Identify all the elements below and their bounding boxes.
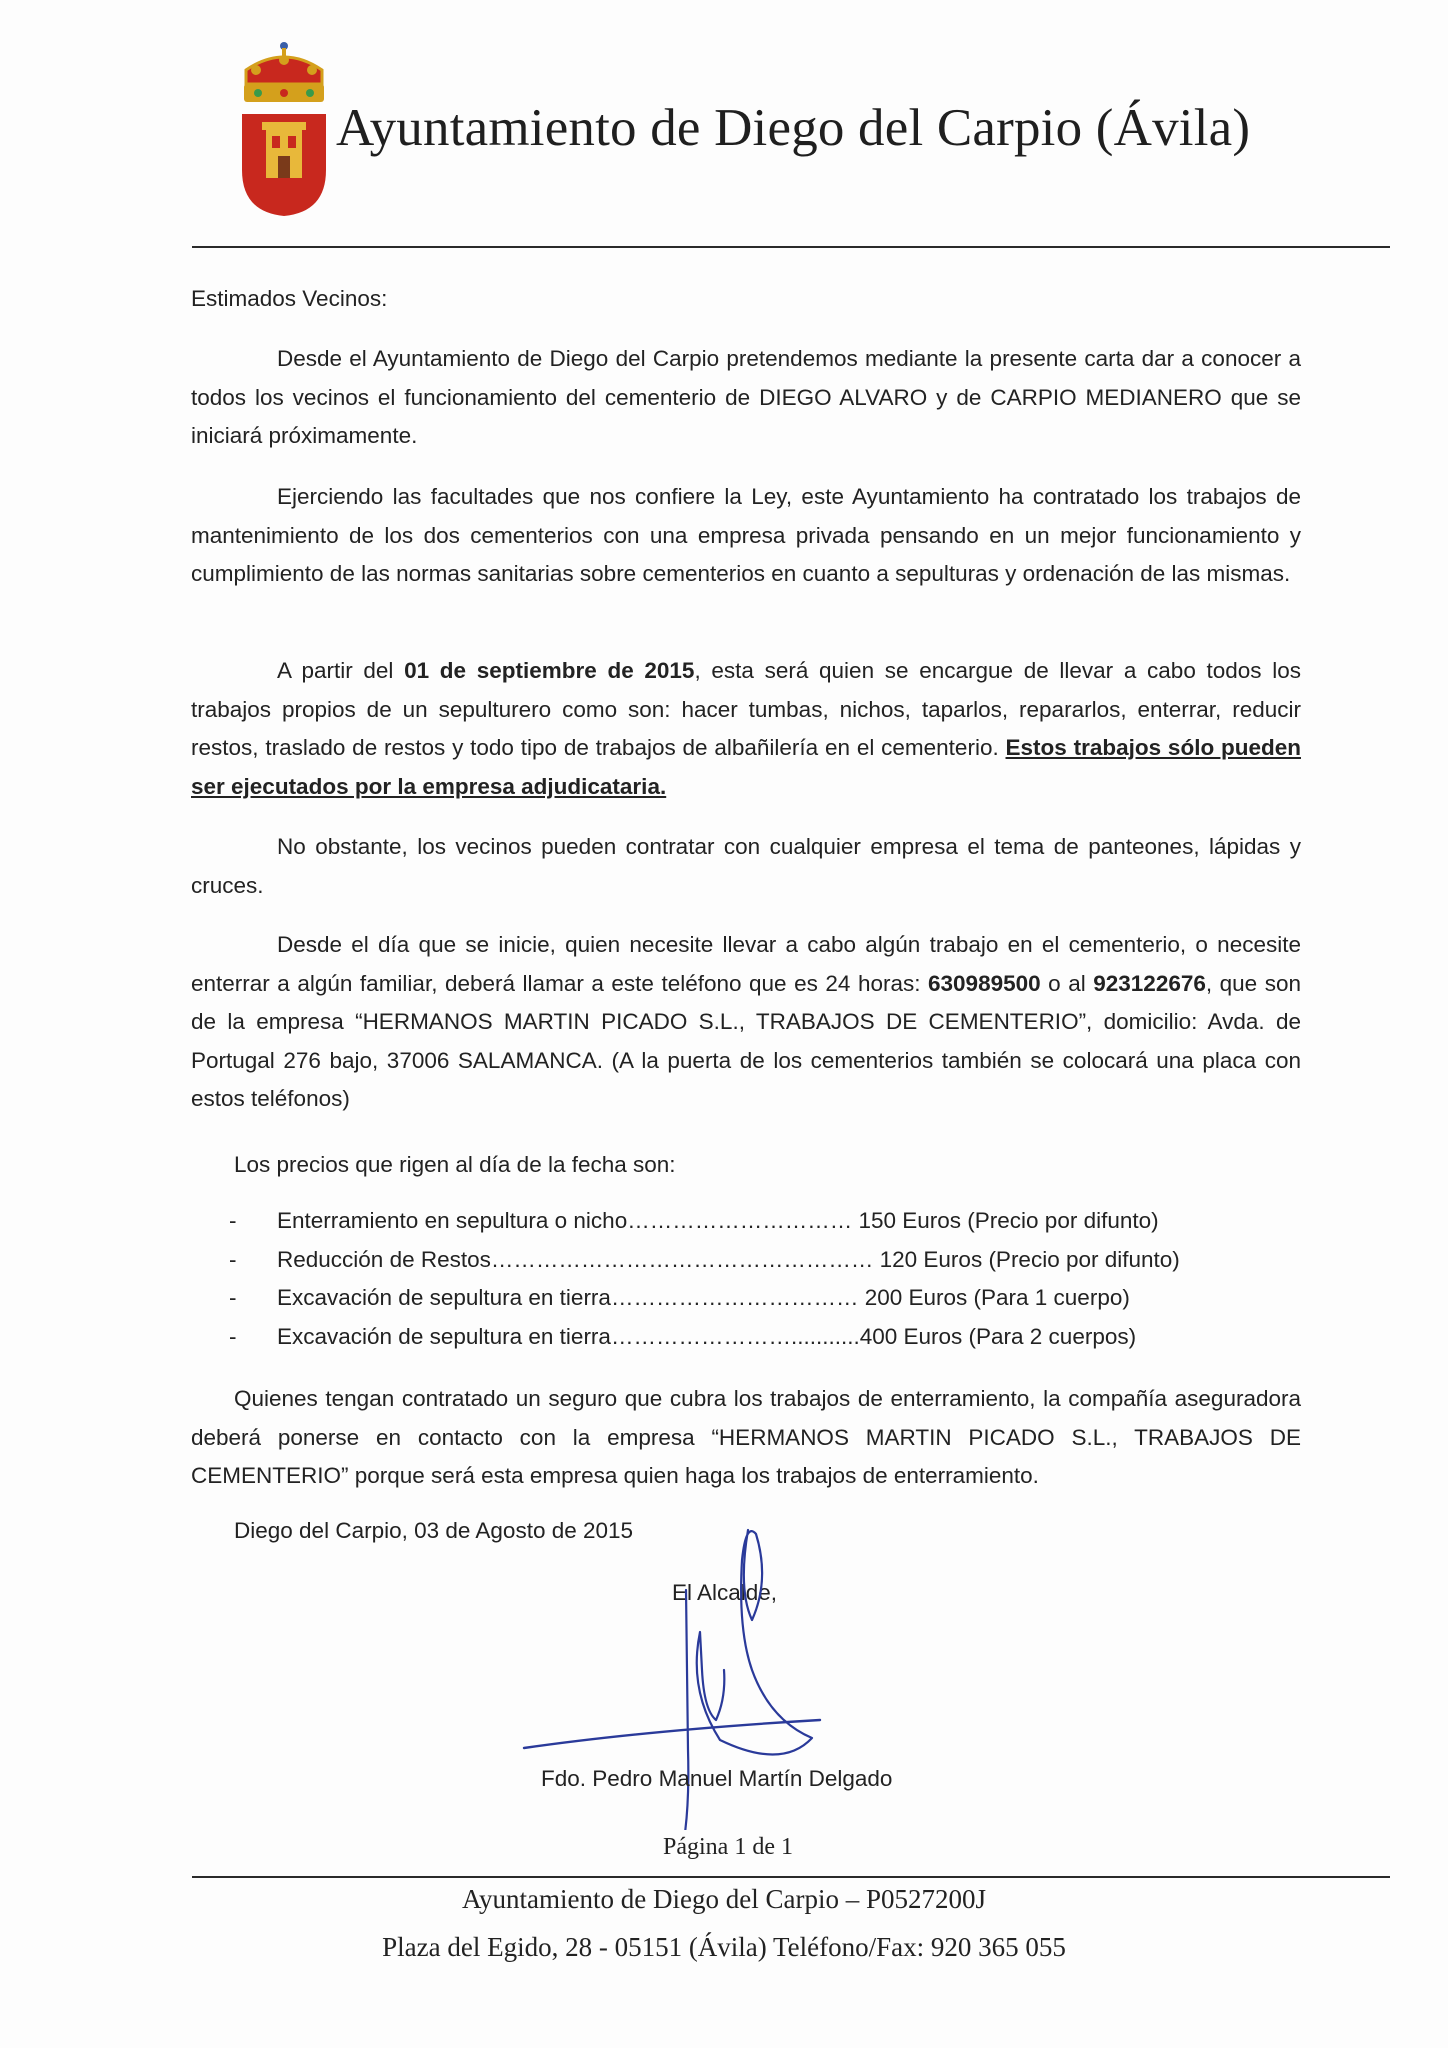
- paragraph-start-date: [191, 652, 1301, 806]
- price-item-text: Enterramiento en sepultura o nicho………………………… 150 Euros (Precio por difunto): [277, 1208, 1159, 1233]
- phone-number-2: 923122676: [1093, 970, 1206, 996]
- list-dash: -: [229, 1246, 237, 1272]
- list-dash: -: [229, 1323, 237, 1349]
- signatory-name: Fdo. Pedro Manuel Martín Delgado: [541, 1766, 893, 1791]
- paragraph-text: Desde el Ayuntamiento de Diego del Carpio pretendemos mediante la presente carta dar a conocer a todos los vecinos el funcionamiento del cementerio de DIEGO ALVARO y de CARPIO MEDIANERO que se iniciará próximamente.: [191, 346, 1301, 448]
- prices-intro-text: Los precios que rigen al día de la fecha son:: [234, 1152, 676, 1177]
- paragraph-text: Ejerciendo las facultades que nos confiere la Ley, este Ayuntamiento ha contratado los trabajos de mantenimiento de los dos cementerios con una empresa privada pensando en un mejor funcionamiento y cumplimiento de las normas sanitarias sobre cementerios en cuanto a sepulturas y ordenación de las mismas.: [191, 484, 1301, 586]
- header-divider: [192, 246, 1390, 248]
- mayor-title: El Alcalde,: [672, 1580, 778, 1605]
- paragraph-text: [191, 926, 1301, 1119]
- list-dash: -: [229, 1208, 237, 1233]
- price-item: [191, 1318, 1301, 1357]
- price-item: [191, 1241, 1301, 1280]
- greeting-text: Estimados Vecinos:: [191, 286, 388, 311]
- paragraph-text: No obstante, los vecinos pueden contratar con cualquier empresa el tema de panteones, lápidas y cruces.: [191, 834, 1301, 898]
- price-item-text: Excavación de sepultura en tierra…………………………… 200 Euros (Para 1 cuerpo): [277, 1285, 1130, 1310]
- municipality-title: Ayuntamiento de Diego del Carpio (Ávila): [336, 99, 1251, 157]
- paragraph-text: Quienes tengan contratado un seguro que cubra los trabajos de enterramiento, la compañía aseguradora deberá ponerse en contacto con la empresa “HERMANOS MARTIN PICADO S.L., TRABAJOS DE CEMENTERIO” porque será esta empresa quien haga los trabajos de enterramiento.: [191, 1386, 1301, 1488]
- exclusive-notice: Estos trabajos sólo pueden ser ejecutados por la empresa adjudicataria.: [191, 735, 1301, 799]
- page-number: Página 1 de 1: [663, 1834, 793, 1860]
- footer-address: Plaza del Egido, 28 - 05151 (Ávila) Teléfono/Fax: 920 365 055: [382, 1932, 1066, 1962]
- text-span: , esta será quien se encargue de llevar a cabo todos los trabajos propios de un sepulturero como son: hacer tumbas, nichos, taparlos, repararlos, enterrar, reducir restos, traslado de restos y todo tipo de trabajos de albañilería en el cementerio.: [191, 658, 1301, 760]
- paragraph-insurance: [191, 1380, 1301, 1496]
- paragraph-intro: [191, 340, 1301, 456]
- start-date: 01 de septiembre de 2015: [404, 658, 695, 683]
- list-dash: -: [229, 1285, 237, 1310]
- text-span: Desde el día que se inicie, quien necesite llevar a cabo algún trabajo en el cementerio, o necesite enterrar a algún familiar, deberá llamar a este teléfono que es 24 horas:: [191, 932, 1301, 996]
- price-item-text: Reducción de Restos…………………………………………… 120 Euros (Precio por difunto): [277, 1246, 1180, 1272]
- letter-date: Diego del Carpio, 03 de Agosto de 2015: [234, 1518, 634, 1543]
- price-item: [191, 1202, 1301, 1241]
- paragraph-other-companies: [191, 828, 1301, 905]
- text-span: , que son de la empresa “HERMANOS MARTIN PICADO S.L., TRABAJOS DE CEMENTERIO”, domicilio: Avda. de Portugal 276 bajo, 37006 SALAMANCA. (A la puerta de los cementerios también se colocará una placa con estos teléfonos): [191, 970, 1301, 1111]
- price-item: [191, 1279, 1301, 1318]
- price-item-text: Excavación de sepultura en tierra……………………...........400 Euros (Para 2 cuerpos): [277, 1323, 1137, 1349]
- paragraph-text: [191, 652, 1301, 806]
- text-span: o al: [1040, 970, 1094, 996]
- prices-intro: [234, 1146, 676, 1185]
- greeting: [191, 280, 1301, 319]
- footer-divider: [192, 1876, 1390, 1878]
- price-list: [191, 1202, 1301, 1356]
- phone-number-1: 630989500: [928, 970, 1041, 996]
- text-span: A partir del: [277, 658, 405, 683]
- footer-entity: Ayuntamiento de Diego del Carpio – P0527200J: [462, 1884, 986, 1914]
- paragraph-contract: [191, 478, 1301, 594]
- paragraph-contact: [191, 926, 1301, 1119]
- coat-of-arms-icon: [236, 40, 332, 218]
